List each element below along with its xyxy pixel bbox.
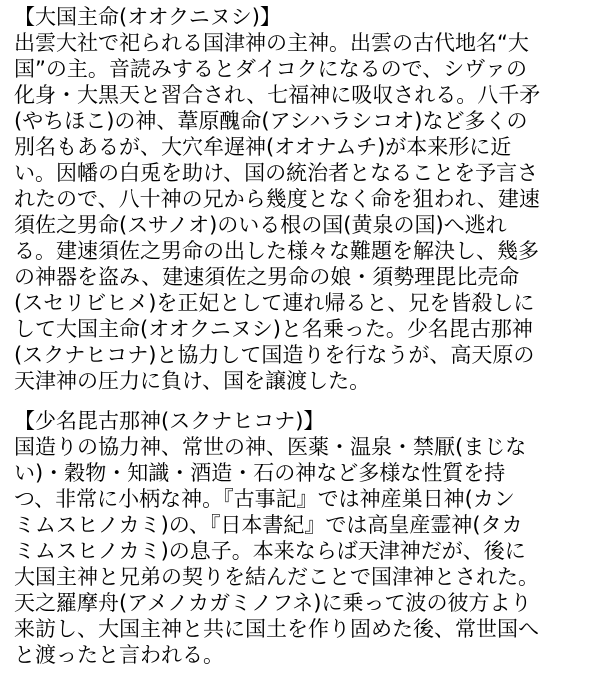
text-line: と渡ったと言われる。 [14, 643, 224, 667]
entry-title: 【大国主命(オオクニヌシ)】 [14, 5, 281, 29]
text-line: 化身・大黒天と習合され、七福神に吸収される。八千矛 [14, 83, 541, 107]
text-line: る。建速須佐之男命の出した様々な難題を解決し、幾多 [14, 239, 539, 263]
text-line: 天之羅摩舟(アメノカガミノフネ)に乗って波の彼方より [14, 591, 532, 615]
text-line: れたので、八十神の兄から幾度となく命を狙われ、建速 [14, 187, 540, 211]
text-line: つ、非常に小柄な神。『古事記』では神産巣日神(カン [14, 487, 515, 511]
entry-okuninushi [14, 4, 594, 394]
entry-sukunahikona [14, 408, 594, 668]
text-line: して大国主命(オオクニヌシ)と名乗った。少名毘古那神 [14, 317, 533, 341]
text-line: 天津神の圧力に負け、国を譲渡した。 [14, 369, 371, 393]
text-line: 来訪し、大国主神と共に国土を作り固めた後、常世国へ [14, 617, 539, 641]
text-line: 出雲大社で祀られる国津神の主神。出雲の古代地名“大 [14, 31, 529, 55]
text-line: 国”の主。音読みするとダイコクになるので、シヴァの [14, 57, 527, 81]
text-line: ミムスヒノカミ)の、『日本書紀』では高皇産霊神(タカ [14, 513, 523, 537]
text-line: (スセリビヒメ)を正妃として連れ帰ると、兄を皆殺しに [14, 291, 535, 315]
text-line: 須佐之男命(スサノオ)のいる根の国(黄泉の国)へ逃れ [14, 213, 507, 237]
text-line: い。因幡の白兎を助け、国の統治者となることを予言さ [14, 161, 539, 185]
text-line: (やちほこ)の神、葦原醜命(アシハラシコオ)など多くの [14, 109, 528, 133]
text-line: 別名もあるが、大穴牟遅神(オオナムチ)が本来形に近 [14, 135, 512, 159]
text-line: ミムスヒノカミ)の息子。本来ならば天津神だが、後に [14, 539, 526, 563]
text-line: (スクナヒコナ)と協力して国造りを行なうが、高天原の [14, 343, 535, 367]
document-body [14, 4, 594, 668]
entry-title: 【少名毘古那神(スクナヒコナ)】 [14, 409, 325, 433]
text-line: 大国主神と兄弟の契りを結んだことで国津神とされた。 [14, 565, 539, 589]
text-line: い)・穀物・知識・酒造・石の神など多様な性質を持 [14, 461, 506, 485]
text-line: 国造りの協力神、常世の神、医薬・温泉・禁厭(まじな [14, 435, 527, 459]
text-line: の神器を盗み、建速須佐之男命の娘・須勢理毘比売命 [14, 265, 520, 289]
